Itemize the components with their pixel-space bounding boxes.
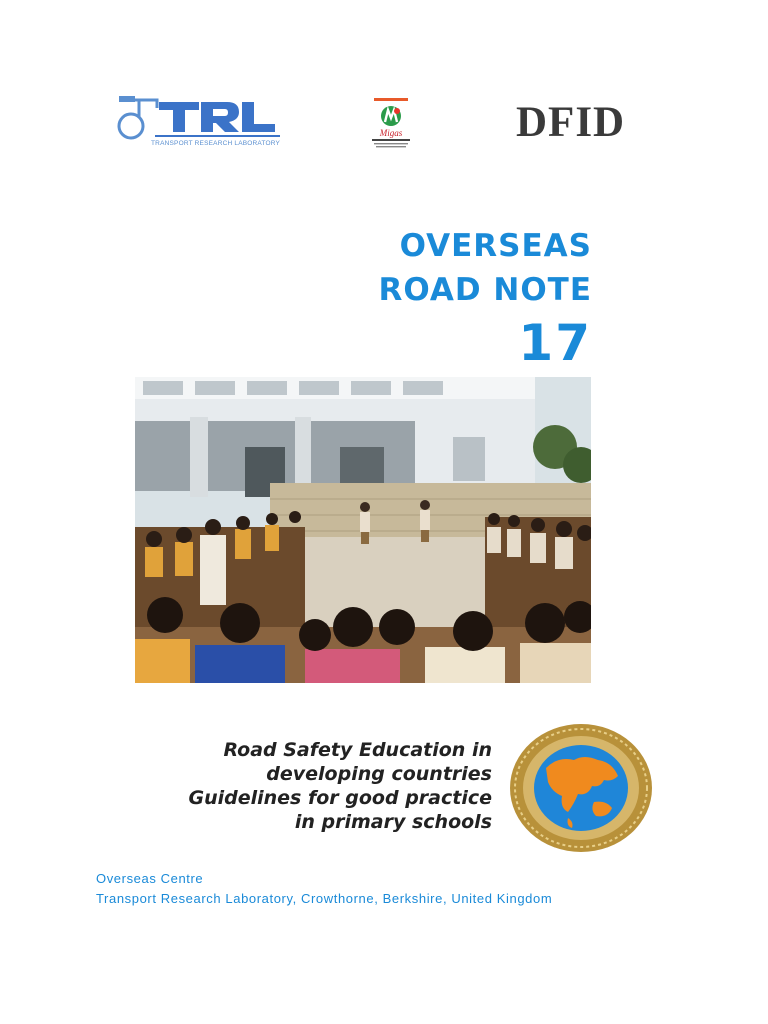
cover-photo-scene [135, 377, 591, 683]
trl-subtitle: TRANSPORT RESEARCH LABORATORY [151, 140, 281, 147]
subtitle-line: Road Safety Education in [223, 739, 492, 761]
road-note-number: 17 [518, 314, 592, 372]
dfid-logo: DFID [516, 99, 626, 146]
migas-logo-graphic [366, 96, 416, 152]
trl-logo [115, 92, 285, 156]
footer-line-2: Transport Research Laboratory, Crowthorne, Berkshire, United Kingdom [96, 891, 553, 906]
title-line-2: ROAD NOTE [378, 272, 592, 308]
subtitle-line: developing countries [266, 763, 492, 785]
subtitle-line: in primary schools [294, 811, 492, 833]
svg-text:Migas: Migas [379, 128, 403, 138]
footer-line-1: Overseas Centre [96, 871, 204, 886]
subtitle-line: Guidelines for good practice [188, 787, 492, 809]
title-line-1: OVERSEAS [399, 228, 592, 264]
globe-seal-graphic [508, 722, 654, 854]
globe-seal [508, 722, 654, 854]
subtitle-block [188, 738, 492, 834]
cover-photo [135, 377, 591, 683]
footer [96, 869, 552, 909]
trl-logo-graphic [115, 92, 285, 140]
migas-logo [366, 96, 416, 152]
